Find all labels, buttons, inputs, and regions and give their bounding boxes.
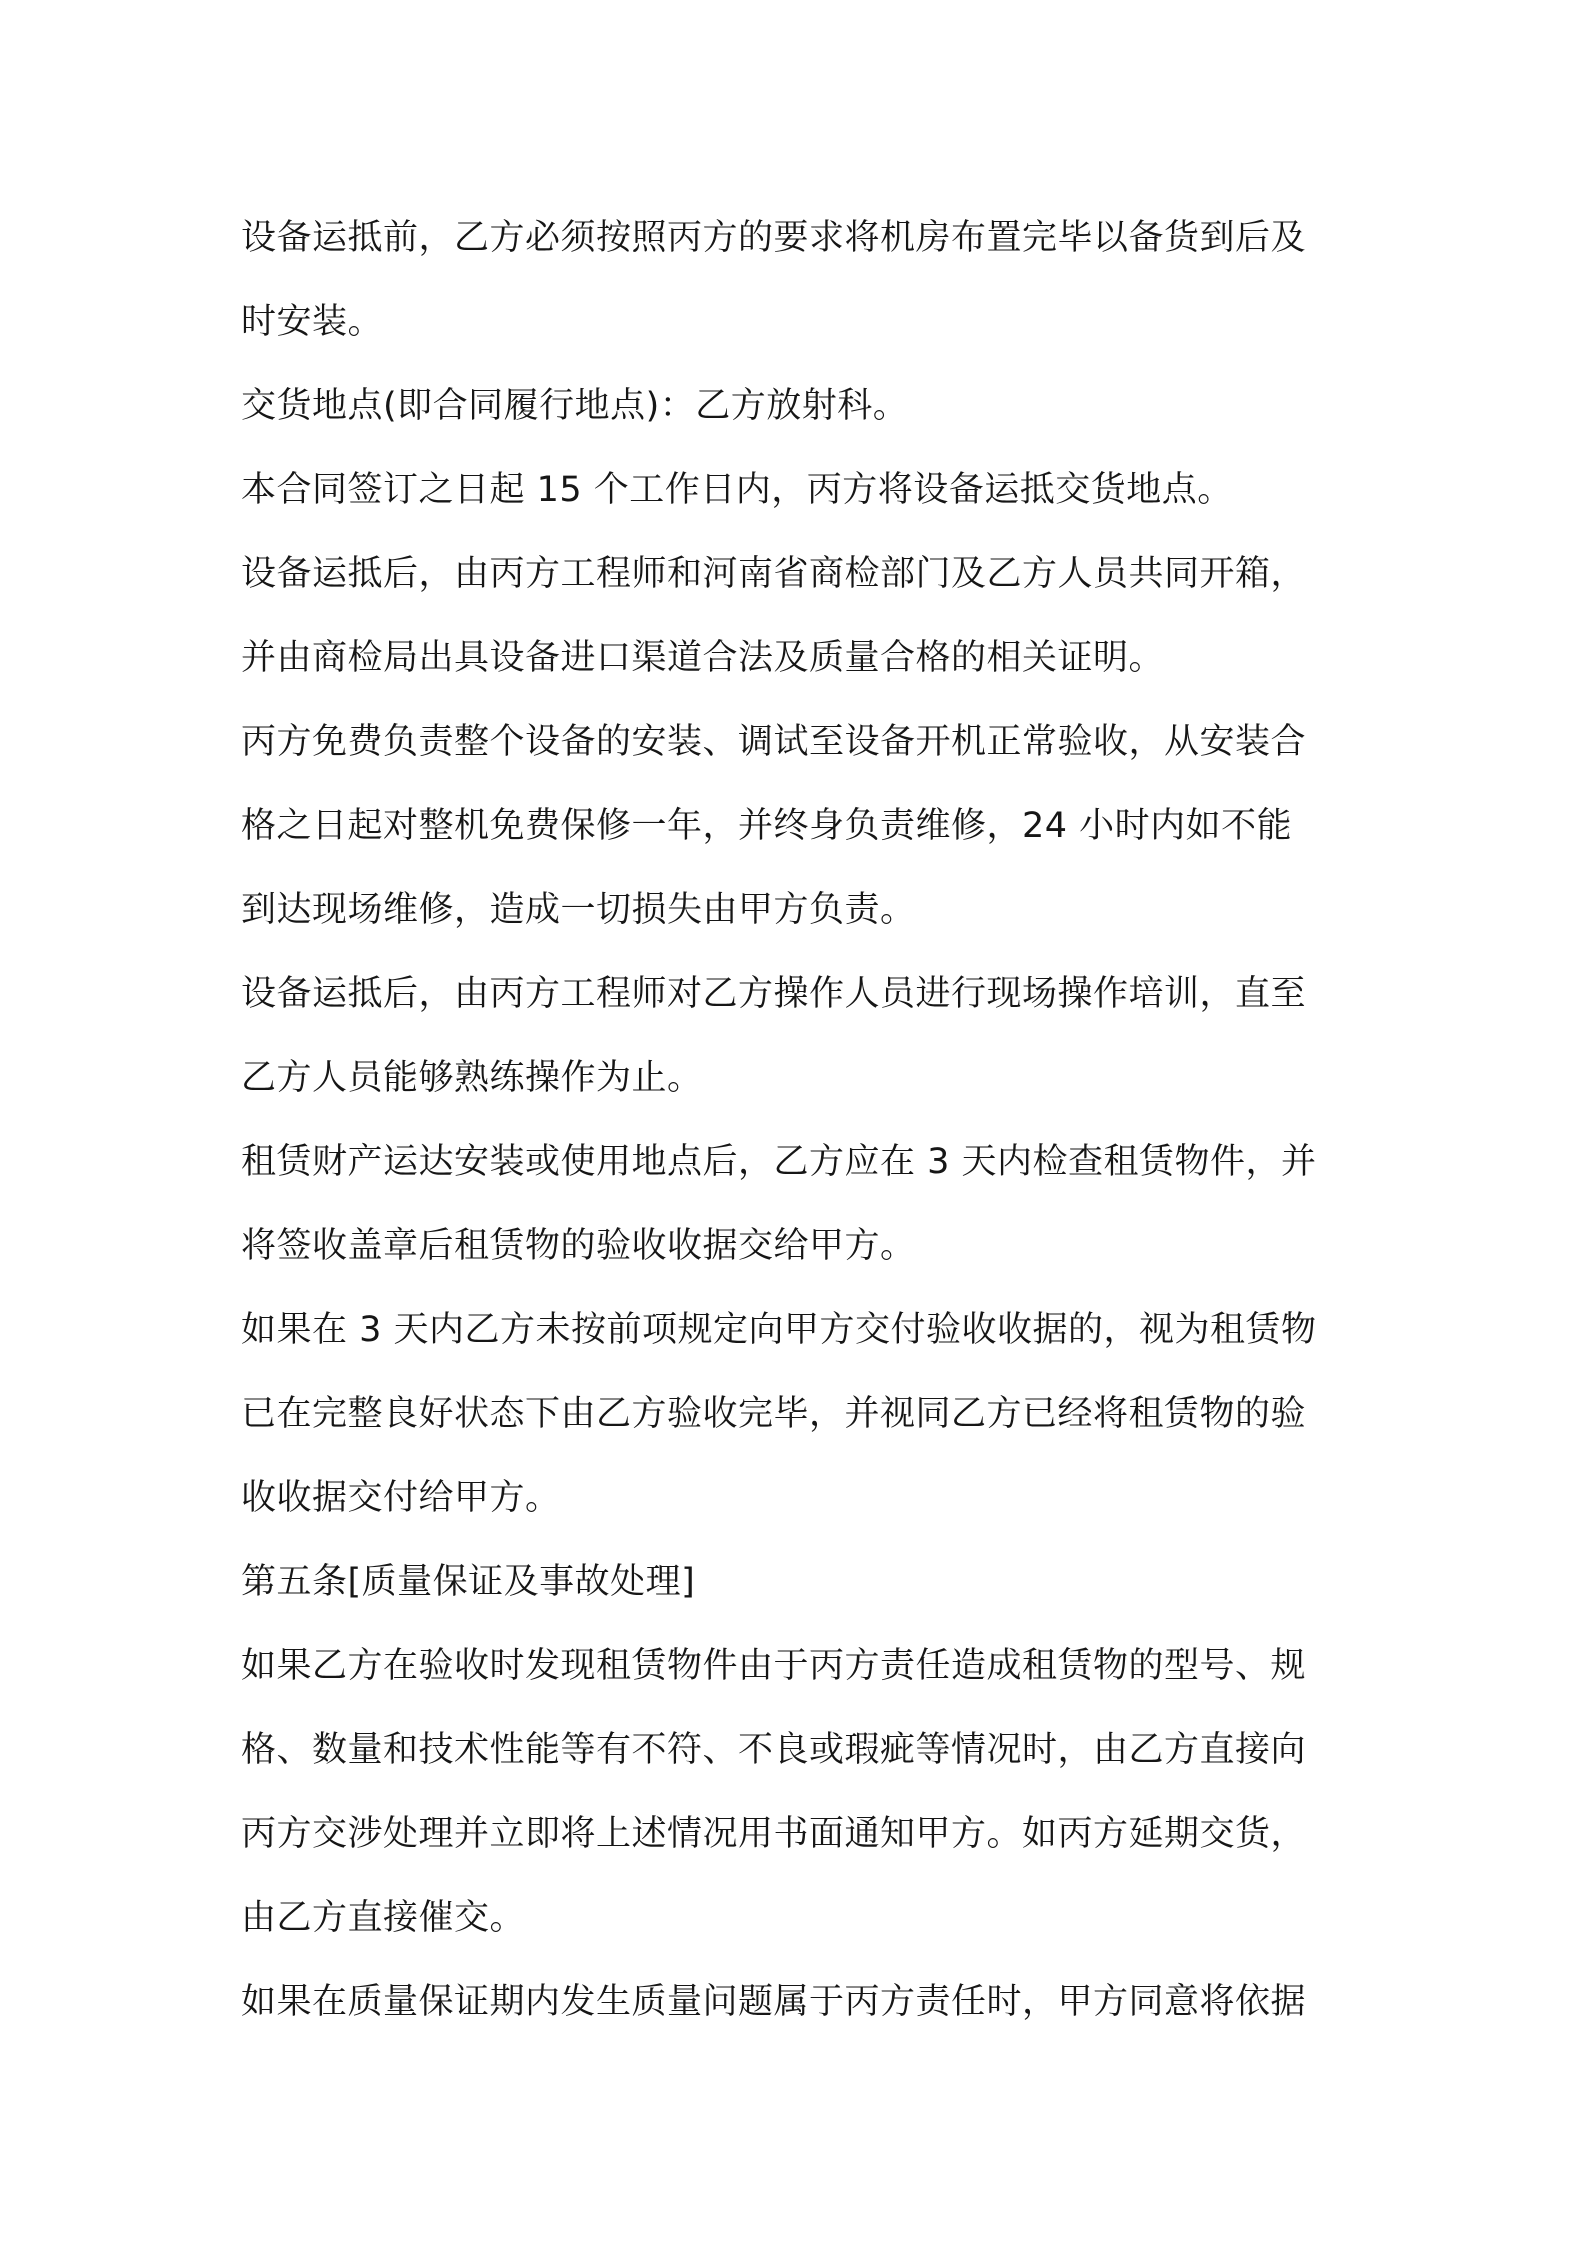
text-line: 设备运抵后，由丙方工程师和河南省商检部门及乙方人员共同开箱， bbox=[241, 554, 1307, 594]
text-line: 设备运抵后，由丙方工程师对乙方操作人员进行现场操作培训，直至 bbox=[241, 974, 1307, 1014]
text-line: 到达现场维修，造成一切损失由甲方负责。 bbox=[241, 890, 916, 930]
text-line: 格之日起对整机免费保修一年，并终身负责维修，24 小时内如不能 bbox=[241, 806, 1293, 846]
text-line: 将签收盖章后租赁物的验收收据交给甲方。 bbox=[241, 1226, 916, 1266]
text-line: 收收据交付给甲方。 bbox=[241, 1478, 561, 1518]
text-line: 交货地点(即合同履行地点)：乙方放射科。 bbox=[241, 386, 909, 426]
paragraph-8 bbox=[241, 1288, 1366, 1540]
text-line: 如果乙方在验收时发现租赁物件由于丙方责任造成租赁物的型号、规 bbox=[241, 1646, 1307, 1686]
paragraph-3 bbox=[241, 448, 1366, 532]
paragraph-7 bbox=[241, 1120, 1366, 1288]
paragraph-4 bbox=[241, 532, 1366, 700]
text-line: 时安装。 bbox=[241, 302, 384, 342]
paragraph-5 bbox=[241, 700, 1366, 952]
text-line: 如果在 3 天内乙方未按前项规定向甲方交付验收收据的，视为租赁物 bbox=[241, 1310, 1317, 1350]
text-line: 如果在质量保证期内发生质量问题属于丙方责任时，甲方同意将依据 bbox=[241, 1982, 1307, 2022]
text-line: 本合同签订之日起 15 个工作日内，丙方将设备运抵交货地点。 bbox=[241, 470, 1233, 510]
text-line: 乙方人员能够熟练操作为止。 bbox=[241, 1058, 703, 1098]
section-heading bbox=[241, 1540, 1366, 1624]
text-line: 丙方交涉处理并立即将上述情况用书面通知甲方。如丙方延期交货， bbox=[241, 1814, 1307, 1854]
text-line: 已在完整良好状态下由乙方验收完毕，并视同乙方已经将租赁物的验 bbox=[241, 1394, 1307, 1434]
paragraph-1 bbox=[241, 196, 1366, 364]
paragraph-6 bbox=[241, 952, 1366, 1120]
text-line: 租赁财产运达安装或使用地点后，乙方应在 3 天内检查租赁物件，并 bbox=[241, 1142, 1317, 1182]
text-line: 设备运抵前，乙方必须按照丙方的要求将机房布置完毕以备货到后及 bbox=[241, 218, 1307, 258]
text-line: 丙方免费负责整个设备的安装、调试至设备开机正常验收，从安装合 bbox=[241, 722, 1307, 762]
paragraph-10 bbox=[241, 1960, 1366, 2044]
text-line: 第五条[质量保证及事故处理] bbox=[241, 1562, 696, 1602]
contract-text bbox=[241, 196, 1366, 2044]
paragraph-2 bbox=[241, 364, 1366, 448]
text-line: 格、数量和技术性能等有不符、不良或瑕疵等情况时，由乙方直接向 bbox=[241, 1730, 1307, 1770]
text-line: 由乙方直接催交。 bbox=[241, 1898, 526, 1938]
paragraph-9 bbox=[241, 1624, 1366, 1960]
text-line: 并由商检局出具设备进口渠道合法及质量合格的相关证明。 bbox=[241, 638, 1165, 678]
